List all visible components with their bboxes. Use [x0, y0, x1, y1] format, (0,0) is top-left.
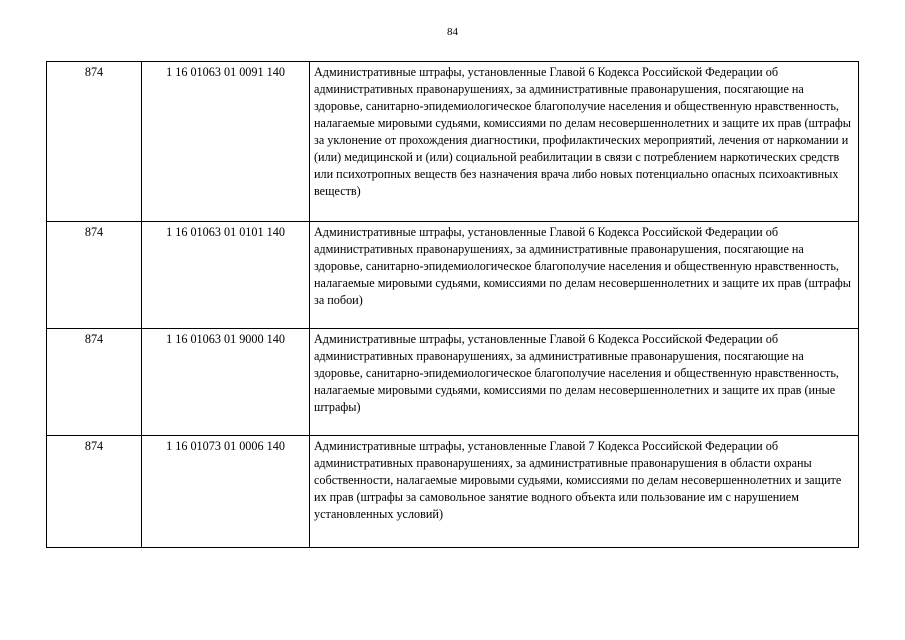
kbk-code-cell: 1 16 01063 01 0101 140 — [142, 222, 310, 329]
description-cell: Административные штрафы, установленные Главой 6 Кодекса Российской Федерации об административных правонарушениях, за административные правонарушения, посягающие на здоровье, санитарно-эпидемиологическое благополучие населения и общественную нравственность, налагаемые мировыми судьями, комиссиями по делам несовершеннолетних и защите их прав (иные штрафы) — [310, 329, 859, 436]
budget-codes-table — [46, 61, 859, 548]
admin-code-cell: 874 — [47, 62, 142, 222]
table-row — [47, 62, 859, 222]
kbk-code-cell: 1 16 01063 01 9000 140 — [142, 329, 310, 436]
kbk-code-cell: 1 16 01063 01 0091 140 — [142, 62, 310, 222]
table-row — [47, 436, 859, 548]
page-number: 84 — [447, 26, 458, 38]
table-row — [47, 329, 859, 436]
admin-code-cell: 874 — [47, 436, 142, 548]
kbk-code-cell: 1 16 01073 01 0006 140 — [142, 436, 310, 548]
description-cell: Административные штрафы, установленные Главой 7 Кодекса Российской Федерации об административных правонарушениях, за административные правонарушения в области охраны собственности, налагаемые мировыми судьями, комиссиями по делам несовершеннолетних и защите их прав (штрафы за самовольное занятие водного объекта или пользование им с нарушением установленных условий) — [310, 436, 859, 548]
table-row — [47, 222, 859, 329]
description-cell: Административные штрафы, установленные Главой 6 Кодекса Российской Федерации об административных правонарушениях, за административные правонарушения, посягающие на здоровье, санитарно-эпидемиологическое благополучие населения и общественную нравственность, налагаемые мировыми судьями, комиссиями по делам несовершеннолетних и защите их прав (штрафы за уклонение от прохождения диагностики, профилактических мероприятий, лечения от наркомании и (или) медицинской и (или) социальной реабилитации в связи с потреблением наркотических средств или психотропных веществ без назначения врача либо новых потенциально опасных психоактивных веществ) — [310, 62, 859, 222]
description-cell: Административные штрафы, установленные Главой 6 Кодекса Российской Федерации об административных правонарушениях, за административные правонарушения, посягающие на здоровье, санитарно-эпидемиологическое благополучие населения и общественную нравственность, налагаемые мировыми судьями, комиссиями по делам несовершеннолетних и защите их прав (штрафы за побои) — [310, 222, 859, 329]
admin-code-cell: 874 — [47, 329, 142, 436]
admin-code-cell: 874 — [47, 222, 142, 329]
